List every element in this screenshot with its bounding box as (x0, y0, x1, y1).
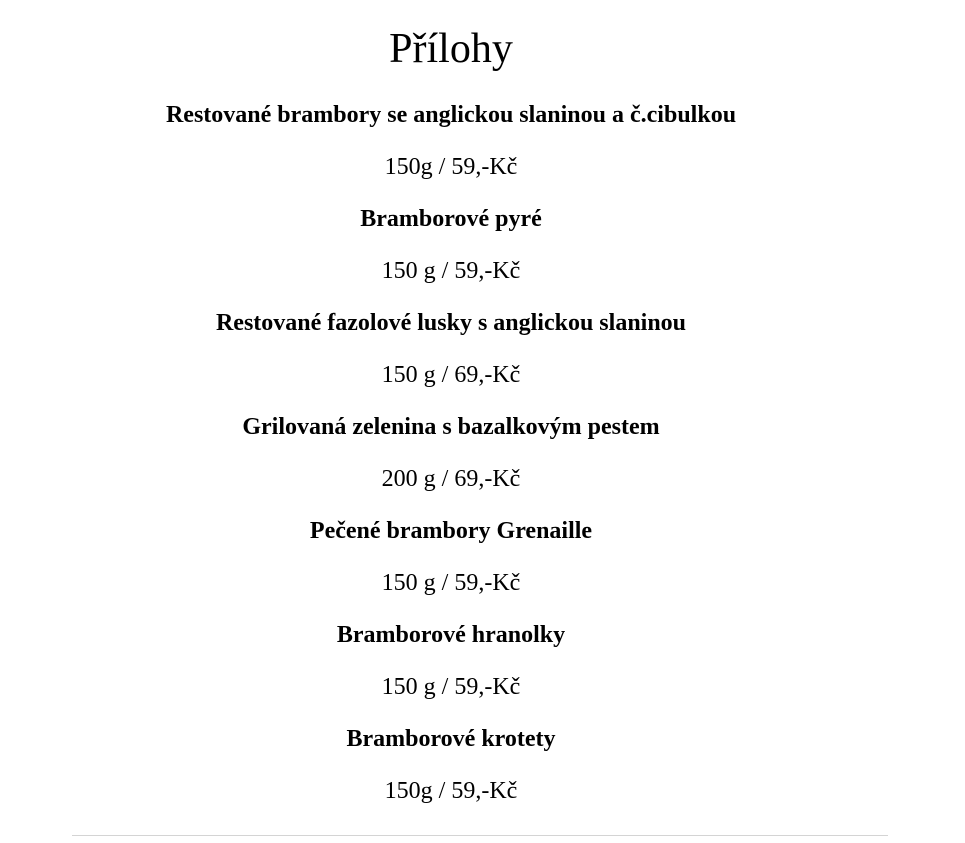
item-name: Pečené brambory Grenaille (309, 518, 593, 544)
item-name: Restované brambory se anglickou slaninou a č.cibulkou (165, 102, 737, 128)
item-name: Bramborové pyré (360, 206, 542, 232)
item-price: 150 g / 59,-Kč (381, 570, 521, 596)
item-name: Bramborové hranolky (336, 622, 566, 648)
horizontal-divider (72, 835, 888, 836)
list-item (0, 512, 902, 616)
item-price: 200 g / 69,-Kč (381, 466, 521, 492)
item-price: 150g / 59,-Kč (384, 154, 518, 180)
page-title: Přílohy (389, 26, 513, 72)
list-item (0, 616, 902, 720)
item-name: Restované fazolové lusky s anglickou slaninou (215, 310, 687, 336)
list-item (0, 96, 902, 200)
list-item (0, 408, 902, 512)
item-price: 150g / 59,-Kč (384, 778, 518, 804)
side-dish-list (0, 96, 902, 824)
list-item (0, 720, 902, 824)
list-item (0, 304, 902, 408)
list-item (0, 200, 902, 304)
item-price: 150 g / 59,-Kč (381, 258, 521, 284)
item-name: Grilovaná zelenina s bazalkovým pestem (242, 414, 660, 440)
item-name: Bramborové krotety (346, 726, 556, 752)
item-price: 150 g / 69,-Kč (381, 362, 521, 388)
item-price: 150 g / 59,-Kč (381, 674, 521, 700)
